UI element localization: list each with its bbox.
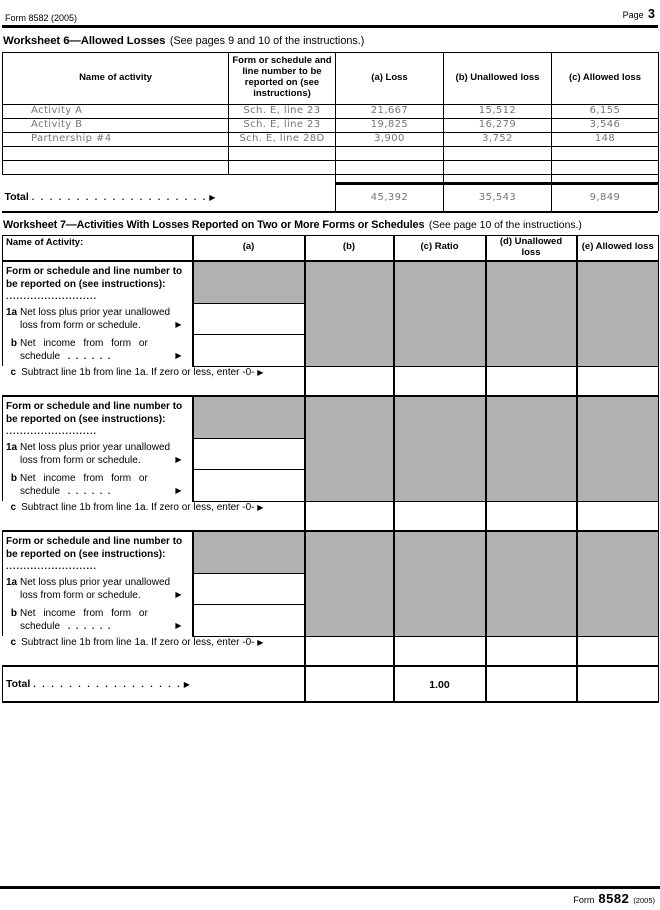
ws6-row-empty (3, 160, 659, 174)
ws7-entry-c-ratio[interactable] (394, 501, 486, 531)
line-1b-text: Net income from form or schedule . . . . . . (20, 473, 148, 497)
worksheet7-title (2, 213, 658, 235)
ws7-line-c-label (3, 501, 305, 531)
ws7-entry-c-b[interactable] (305, 636, 394, 666)
ws7-shaded-cell-d (486, 396, 577, 501)
line-1a-text: Net loss plus prior year unallowed loss from form or schedule. (20, 307, 171, 331)
line-1b-text: Net income from form or schedule . . . . . . (20, 608, 148, 632)
ws7-header-ratio: (c) Ratio (394, 235, 486, 261)
ws6-unallowed-cell[interactable] (444, 160, 552, 174)
ws7-shaded-cell-c (394, 396, 486, 501)
ws6-unallowed-cell[interactable]: 16,279 (444, 118, 552, 132)
ws6-loss-cell[interactable] (336, 160, 444, 174)
ws6-total-label: Total (4, 191, 29, 204)
ws6-total-label-cell (3, 183, 336, 211)
ws6-spacer (444, 174, 552, 183)
ws7-block-form-row (3, 531, 659, 573)
ws6-header-loss: (a) Loss (336, 52, 444, 104)
ws7-total-label: Total (6, 678, 31, 691)
footer-form-number: 8582 (598, 891, 630, 906)
worksheet6-table (2, 52, 659, 212)
ws7-line-1b-label (3, 470, 192, 501)
ws7-shaded-cell-d (486, 531, 577, 636)
line-number-1a: 1a (6, 577, 18, 589)
worksheet7-table (2, 235, 659, 704)
ws6-header-form: Form or schedule and line number to be reported on (see instructions) (229, 52, 336, 104)
ws6-row (3, 104, 659, 118)
dot-leader: . . . . . . (67, 350, 111, 361)
ws7-header-b: (b) (305, 235, 394, 261)
ws7-block-c-row (3, 501, 659, 531)
line-number-1b: b (10, 473, 17, 485)
ws6-loss-cell[interactable]: 3,900 (336, 132, 444, 146)
ws7-total-b[interactable] (305, 666, 394, 702)
ws7-entry-c-allowed[interactable] (577, 501, 659, 531)
page-indicator (623, 5, 655, 23)
ws7-entry-1a[interactable] (193, 304, 305, 335)
dotted-leader: .......................... (6, 561, 98, 572)
ws7-total-allowed[interactable] (577, 666, 659, 702)
line-c-text: Subtract line 1b from line 1a. If zero or less, enter -0- (21, 366, 255, 378)
worksheet6-title (2, 28, 658, 52)
line-number-c: c (10, 366, 17, 378)
ws6-total-allowed[interactable]: 9,849 (552, 183, 659, 211)
ws6-spacer (336, 174, 444, 183)
ws6-allowed-cell[interactable]: 3,546 (552, 118, 659, 132)
arrowhead-icon: ▶ (257, 637, 264, 647)
ws7-shaded-cell-d (486, 261, 577, 366)
ws7-line-1a-label (3, 439, 192, 470)
worksheet6-title-text: Worksheet 6—Allowed Losses (3, 35, 166, 47)
ws6-spacer (552, 174, 659, 183)
ws7-line-1b-label (3, 335, 192, 366)
ws6-allowed-cell[interactable] (552, 160, 659, 174)
ws6-total-unallowed[interactable]: 35,543 (444, 183, 552, 211)
ws6-header-allowed-loss: (c) Allowed loss (552, 52, 659, 104)
worksheet7-title-text: Worksheet 7—Activities With Losses Reported on Two or More Forms or Schedules (3, 219, 425, 232)
worksheet6-title-note: (See pages 9 and 10 of the instructions.) (169, 35, 365, 47)
ws6-spacer (3, 174, 336, 183)
dotted-leader: .......................... (6, 291, 98, 302)
arrowhead-icon: ▶ (175, 351, 182, 361)
ws6-form-cell[interactable]: Sch. E, line 28D (229, 132, 336, 146)
ws7-shaded-cell-b (305, 531, 394, 636)
line-1b-text: Net income from form or schedule . . . . . . (20, 338, 148, 362)
ws7-line-c-label (3, 636, 305, 666)
ws7-entry-a-shaded (193, 531, 305, 573)
line-number-1b: b (10, 608, 17, 620)
ws7-entry-c-ratio[interactable] (394, 366, 486, 396)
ws7-line-1a-label (3, 574, 192, 605)
arrowhead-icon: ▶ (257, 502, 264, 512)
ws7-shaded-cell-e (577, 396, 659, 501)
ws6-allowed-cell[interactable]: 6,155 (552, 104, 659, 118)
ws6-unallowed-cell[interactable] (444, 146, 552, 160)
line-1a-text: Net loss plus prior year unallowed loss from form or schedule. (20, 577, 171, 601)
ws7-total-unallowed[interactable] (486, 666, 577, 702)
ws7-entry-a-shaded (193, 396, 305, 438)
ws7-block-label-column (3, 396, 193, 501)
ws6-form-cell[interactable]: Sch. E, line 23 (229, 104, 336, 118)
ws7-block-c-row (3, 636, 659, 666)
ws7-total-ratio (394, 666, 486, 702)
ws6-row-empty (3, 146, 659, 160)
ws6-form-cell[interactable] (229, 160, 336, 174)
ws7-line-c-label (3, 366, 305, 396)
ws6-activity-name-cell[interactable]: Activity A (3, 104, 229, 118)
arrowhead-icon: ▶ (175, 486, 182, 496)
ws6-activity-name-cell[interactable]: Partnership #4 (3, 132, 229, 146)
arrowhead-icon: ▶ (175, 320, 182, 330)
dot-leader: . . . . . . . . . . . . . . . . . . . . (31, 192, 207, 203)
worksheet7-title-note: (See page 10 of the instructions.) (428, 220, 582, 232)
ws7-entry-1b[interactable] (193, 605, 305, 636)
ws6-header-name: Name of activity (3, 52, 229, 104)
line-number-1b: b (10, 338, 17, 350)
ws7-shaded-cell-e (577, 531, 659, 636)
ws7-entry-c-unallowed[interactable] (486, 501, 577, 531)
line-number-c: c (10, 501, 17, 513)
ws6-activity-name-cell[interactable] (3, 160, 229, 174)
arrowhead-icon: ▶ (175, 621, 182, 631)
line-c-text: Subtract line 1b from line 1a. If zero or less, enter -0- (21, 636, 255, 648)
ws7-form-schedule-text: Form or schedule and line number to be reported on (see instructions): (6, 266, 183, 290)
ws6-loss-cell[interactable] (336, 146, 444, 160)
ws6-spacer-row (3, 174, 659, 183)
page-number: 3 (648, 7, 655, 21)
ws6-allowed-cell[interactable] (552, 146, 659, 160)
ws7-entry-c-unallowed[interactable] (486, 366, 577, 396)
ws6-total-row (3, 183, 659, 211)
ws7-entry-c-unallowed[interactable] (486, 636, 577, 666)
ratio-total-value: 1.00 (429, 679, 450, 692)
ws7-form-schedule-text: Form or schedule and line number to be reported on (see instructions): (6, 401, 183, 425)
dot-leader: . . . . . . (67, 485, 111, 496)
ws7-form-schedule-label (3, 262, 192, 304)
ws7-entry-1b[interactable] (193, 335, 305, 366)
arrowhead-icon: ▶ (175, 455, 182, 465)
ws6-form-cell[interactable]: Sch. E, line 23 (229, 118, 336, 132)
ws6-loss-cell[interactable]: 21,667 (336, 104, 444, 118)
ws7-block-form-row (3, 396, 659, 438)
arrowhead-icon: ▶ (209, 193, 216, 203)
ws7-entry-c-allowed[interactable] (577, 636, 659, 666)
ws6-row (3, 132, 659, 146)
ws7-header-allowed-loss: (e) Allowed loss (577, 235, 659, 261)
ws6-unallowed-cell[interactable]: 3,752 (444, 132, 552, 146)
ws7-entry-1a[interactable] (193, 439, 305, 470)
ws7-block-c-row (3, 366, 659, 396)
ws7-entry-c-b[interactable] (305, 366, 394, 396)
ws6-total-loss[interactable]: 45,392 (336, 183, 444, 211)
dot-leader: . . . . . . (67, 620, 111, 631)
ws7-block-label-column (3, 531, 193, 636)
ws7-header-name: Name of Activity: (3, 235, 193, 261)
page-header (2, 0, 658, 25)
ws7-block-label-column (3, 261, 193, 366)
ws7-total-row (3, 666, 659, 702)
line-number-c: c (10, 636, 17, 648)
ws6-header-unallowed-loss: (b) Unallowed loss (444, 52, 552, 104)
ws7-header-a: (a) (193, 235, 305, 261)
ws6-loss-cell[interactable]: 19,825 (336, 118, 444, 132)
ws6-unallowed-cell[interactable]: 15,512 (444, 104, 552, 118)
dot-leader: . . . . . . . . . . . . . . . . . (33, 679, 181, 690)
ws7-form-schedule-label (3, 532, 192, 574)
line-c-text: Subtract line 1b from line 1a. If zero or less, enter -0- (21, 501, 255, 513)
ws7-form-schedule-text: Form or schedule and line number to be reported on (see instructions): (6, 536, 183, 560)
ws7-header-unallowed-loss: (d) Unallowed loss (486, 235, 577, 261)
page-word: Page (622, 10, 644, 20)
ws7-form-schedule-label (3, 397, 192, 439)
dotted-leader: .......................... (6, 426, 98, 437)
arrowhead-icon: ▶ (183, 680, 190, 690)
ws6-activity-name-cell[interactable] (3, 146, 229, 160)
footer-form-word: Form (573, 895, 595, 905)
form-id: Form 8582 (2005) (5, 13, 78, 23)
ws7-entry-c-b[interactable] (305, 501, 394, 531)
ws7-line-1a-label (3, 304, 192, 335)
ws7-shaded-cell-c (394, 261, 486, 366)
ws7-shaded-cell-b (305, 261, 394, 366)
ws6-form-cell[interactable] (229, 146, 336, 160)
ws7-entry-1b[interactable] (193, 470, 305, 501)
bottom-rule (0, 886, 660, 889)
ws7-shaded-cell-b (305, 396, 394, 501)
ws6-row (3, 118, 659, 132)
ws7-shaded-cell-c (394, 531, 486, 636)
ws7-entry-c-allowed[interactable] (577, 366, 659, 396)
arrowhead-icon: ▶ (257, 367, 264, 377)
ws6-allowed-cell[interactable]: 148 (552, 132, 659, 146)
arrowhead-icon: ▶ (175, 590, 182, 600)
line-number-1a: 1a (6, 442, 18, 454)
ws7-total-label-cell (3, 666, 305, 702)
footer-form-year: (2005) (633, 896, 655, 905)
ws7-block-form-row (3, 261, 659, 303)
page-footer (573, 891, 655, 906)
ws7-line-1b-label (3, 605, 192, 636)
ws7-entry-a-shaded (193, 261, 305, 303)
line-1a-text: Net loss plus prior year unallowed loss from form or schedule. (20, 442, 171, 466)
ws7-entry-c-ratio[interactable] (394, 636, 486, 666)
line-number-1a: 1a (6, 307, 18, 319)
ws7-entry-1a[interactable] (193, 574, 305, 605)
ws7-shaded-cell-e (577, 261, 659, 366)
ws6-activity-name-cell[interactable]: Activity B (3, 118, 229, 132)
